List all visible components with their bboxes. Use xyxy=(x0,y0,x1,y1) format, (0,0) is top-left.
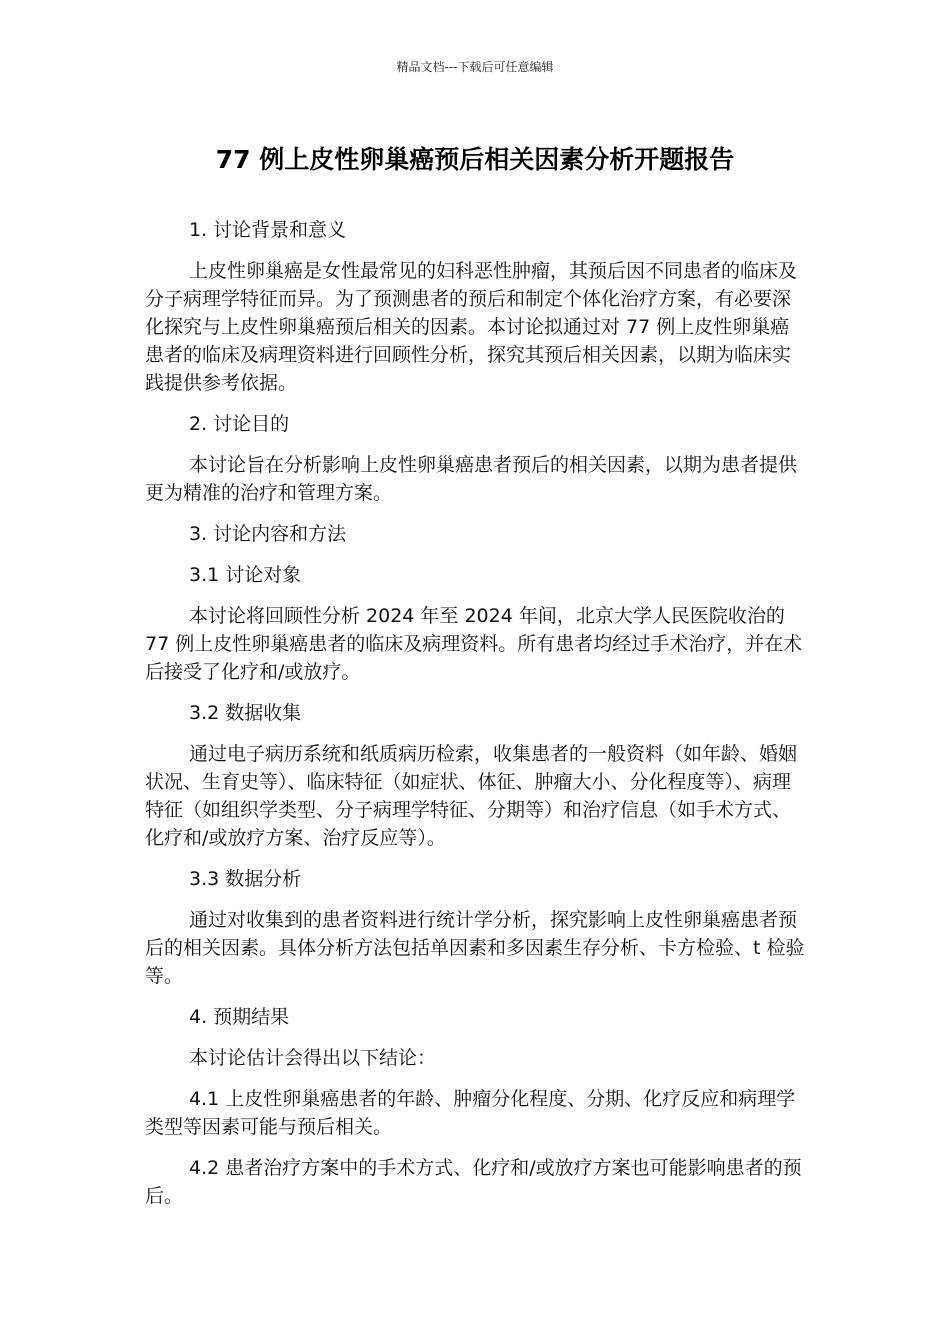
section-3-1-paragraph: 本讨论将回顾性分析 2024 年至 2024 年间，北京大学人民医院收治的 77 例上皮性卵巢癌患者的临床及病理资料。所有患者均经过手术治疗，并在术后接受了化疗和/或放疗。 xyxy=(145,605,803,683)
section-3-1-heading: 3.1 讨论对象 xyxy=(189,564,302,586)
section-4-1-paragraph: 4.1 上皮性卵巢癌患者的年龄、肿瘤分化程度、分期、化疗反应和病理学类型等因素可能与预后相关。 xyxy=(145,1088,796,1138)
section-2-paragraph: 本讨论旨在分析影响上皮性卵巢癌患者预后的相关因素，以期为患者提供更为精准的治疗和管理方案。 xyxy=(145,454,798,504)
document-body xyxy=(145,216,807,1223)
section-1-heading: 1. 讨论背景和意义 xyxy=(189,219,347,241)
section-3-3-paragraph: 通过对收集到的患者资料进行统计学分析，探究影响上皮性卵巢癌患者预后的相关因素。具体分析方法包括单因素和多因素生存分析、卡方检验、t 检验等。 xyxy=(145,909,805,987)
section-3-2-heading: 3.2 数据收集 xyxy=(189,702,302,724)
document-title: 77 例上皮性卵巢癌预后相关因素分析开题报告 xyxy=(215,145,735,174)
section-2-heading: 2. 讨论目的 xyxy=(189,413,290,435)
section-1-paragraph: 上皮性卵巢癌是女性最常见的妇科恶性肿瘤，其预后因不同患者的临床及分子病理学特征而异。为了预测患者的预后和制定个体化治疗方案，有必要深化探究与上皮性卵巢癌预后相关的因素。本讨论拟通过对 77 例上皮性卵巢癌患者的临床及病理资料进行回顾性分析，探究其预后相关因素，以期为临床实践提供参考依据。 xyxy=(145,260,798,394)
section-3-2-paragraph: 通过电子病历系统和纸质病历检索，收集患者的一般资料（如年龄、婚姻状况、生育史等）、临床特征（如症状、体征、肿瘤大小、分化程度等）、病理特征（如组织学类型、分子病理学特征、分期等）和治疗信息（如手术方式、化疗和/或放疗方案、治疗反应等）。 xyxy=(145,743,798,849)
section-4-2-paragraph: 4.2 患者治疗方案中的手术方式、化疗和/或放疗方案也可能影响患者的预后。 xyxy=(145,1157,802,1207)
section-3-heading: 3. 讨论内容和方法 xyxy=(189,523,347,545)
section-3-3-heading: 3.3 数据分析 xyxy=(189,868,302,890)
header-note: 精品文档---下载后可任意编辑 xyxy=(396,60,554,74)
section-4-intro: 本讨论估计会得出以下结论： xyxy=(189,1047,437,1069)
section-4-heading: 4. 预期结果 xyxy=(189,1006,290,1028)
